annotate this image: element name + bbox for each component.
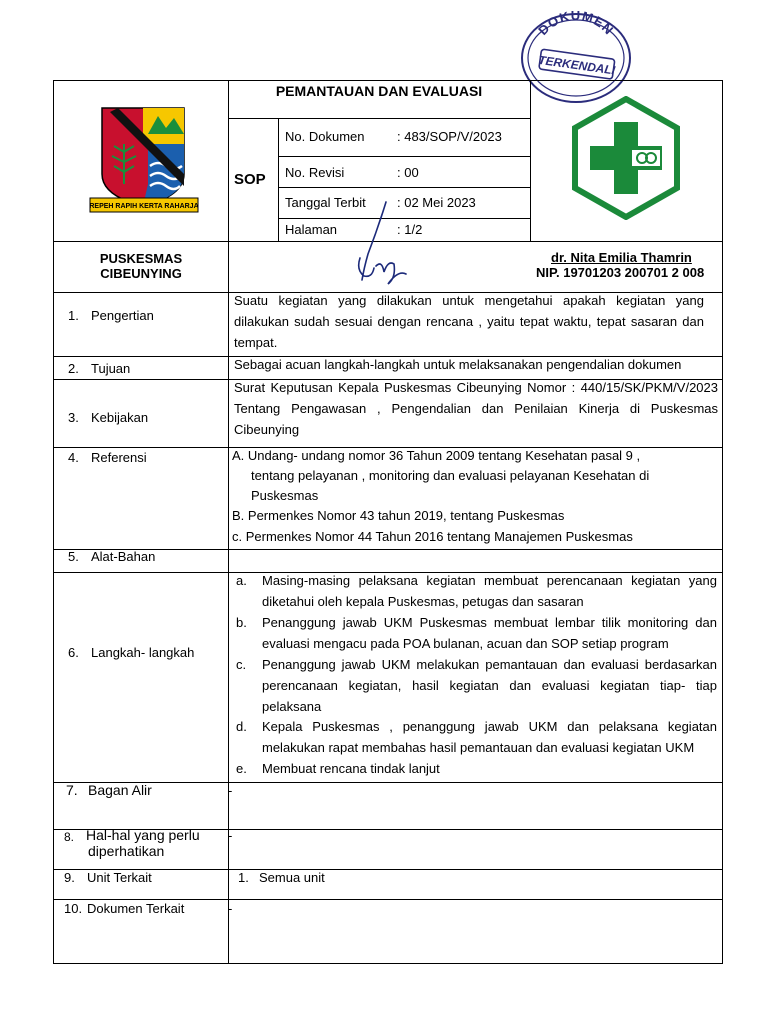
label-unit-terkait: Unit Terkait [87, 870, 152, 885]
step-letter: e. [236, 761, 247, 776]
bandung-regency-emblem [88, 104, 200, 216]
row-number: 10. [64, 901, 83, 916]
row-number: 8. [64, 830, 75, 844]
label-hal-hal-line1: Hal-hal yang perlu [86, 827, 200, 843]
text-tujuan: Sebagai acuan langkah-langkah untuk melaksanakan pengendalian dokumen [234, 357, 682, 372]
step-letter: b. [236, 615, 247, 630]
row-number: 4. [68, 450, 79, 465]
label-langkah: Langkah- langkah [91, 645, 195, 660]
step-text: Masing-masing pelaksana kegiatan membuat perencanaan kegiatan yang diketahui oleh kepala Puskesmas, petugas dan sasaran [262, 573, 717, 609]
value-bagan-alir: - [228, 783, 233, 798]
meta-value-halaman: : 1/2 [397, 222, 423, 237]
dokumen-terkendali-stamp [520, 8, 632, 104]
document-title: PEMANTAUAN DAN EVALUASI [275, 83, 483, 99]
label-bagan-alir: Bagan Alir [88, 782, 152, 798]
label-pengertian: Pengertian [91, 308, 154, 323]
label-alat-bahan: Alat-Bahan [91, 549, 156, 564]
sop-label: SOP [234, 171, 266, 188]
meta-label-no-dokumen: No. Dokumen [285, 129, 365, 144]
meta-label-tanggal-terbit: Tanggal Terbit [285, 195, 366, 210]
ref-c: c. Permenkes Nomor 44 Tahun 2016 tentang Manajemen Puskesmas [232, 529, 633, 544]
row-number: 1. [68, 308, 79, 323]
ref-a-line1: A. Undang- undang nomor 36 Tahun 2009 tentang Kesehatan pasal 9 , [232, 448, 641, 463]
step-text: Penanggung jawab UKM melakukan pemantauan dan evaluasi berdasarkan perencanaan kegiatan, hasil kegiatan dan evaluasi kegiatan tiap- tiap pelaksana [262, 657, 717, 714]
svg-text:DOKUMEN [535, 8, 617, 38]
meta-value-tanggal-terbit: : 02 Mei 2023 [397, 195, 476, 210]
unit-item: Semua unit [259, 870, 325, 885]
signature [338, 198, 418, 290]
org-name-line2: CIBEUNYING [100, 266, 182, 281]
meta-label-no-revisi: No. Revisi [285, 165, 345, 180]
signer-nip: NIP. 19701203 200701 2 008 [536, 265, 705, 280]
stamp-top-text: DOKUMEN [535, 8, 617, 38]
step-letter: a. [236, 573, 247, 588]
step-text: Penanggung jawab UKM Puskesmas membuat lembar tilik monitoring dan evaluasi mengacu pada POA bulanan, acuan dan SOP setiap program [262, 615, 717, 651]
unit-item-number: 1. [238, 870, 249, 885]
ref-a-line2: tentang pelayanan , monitoring dan evaluasi pelayanan Kesehatan di [251, 468, 650, 483]
label-kebijakan: Kebijakan [91, 410, 149, 425]
label-hal-hal-line2: diperhatikan [88, 843, 165, 859]
meta-label-halaman: Halaman [285, 222, 338, 237]
stamp-main-text: TERKENDALI [537, 52, 616, 78]
value-hal-hal: - [228, 828, 233, 843]
row-number: 7. [66, 782, 78, 798]
row-number: 9. [64, 870, 75, 885]
puskesmas-logo [564, 96, 688, 220]
label-tujuan: Tujuan [91, 361, 131, 376]
text-pengertian: Suatu kegiatan yang dilakukan untuk mengetahui apakah kegiatan yang dilakukan sudah sesuai dengan rencana , yaitu tepat waktu, tepat sasaran dan tempat. [234, 293, 704, 350]
meta-value-no-revisi: : 00 [397, 165, 419, 180]
row-number: 3. [68, 410, 79, 425]
step-text: Kepala Puskesmas , penanggung jawab UKM dan pelaksana kegiatan melakukan rapat membahas hasil pemantauan dan evaluasi kegiatan UKM [262, 719, 717, 755]
meta-value-no-dokumen: : 483/SOP/V/2023 [397, 129, 502, 144]
label-dokumen-terkait: Dokumen Terkait [87, 901, 185, 916]
step-letter: d. [236, 719, 247, 734]
step-text: Membuat rencana tindak lanjut [262, 761, 440, 776]
signer-name: dr. Nita Emilia Thamrin [551, 250, 692, 265]
ref-b: B. Permenkes Nomor 43 tahun 2019, tentang Puskesmas [232, 508, 565, 523]
org-name-line1: PUSKESMAS [99, 251, 183, 266]
ref-a-line3: Puskesmas [251, 488, 319, 503]
value-dokumen-terkait: - [228, 901, 233, 916]
emblem-ribbon-text: REPEH RAPIH KERTA RAHARJA [89, 203, 199, 210]
step-letter: c. [236, 657, 247, 672]
row-number: 2. [68, 361, 79, 376]
row-number: 6. [68, 645, 79, 660]
row-number: 5. [68, 549, 79, 564]
label-referensi: Referensi [91, 450, 147, 465]
text-kebijakan: Surat Keputusan Kepala Puskesmas Cibeunying Nomor : 440/15/SK/PKM/V/2023 Tentang Pengawasan , Pengendalian dan Penilaian Kinerja di Puskesmas Cibeunying [234, 380, 718, 437]
